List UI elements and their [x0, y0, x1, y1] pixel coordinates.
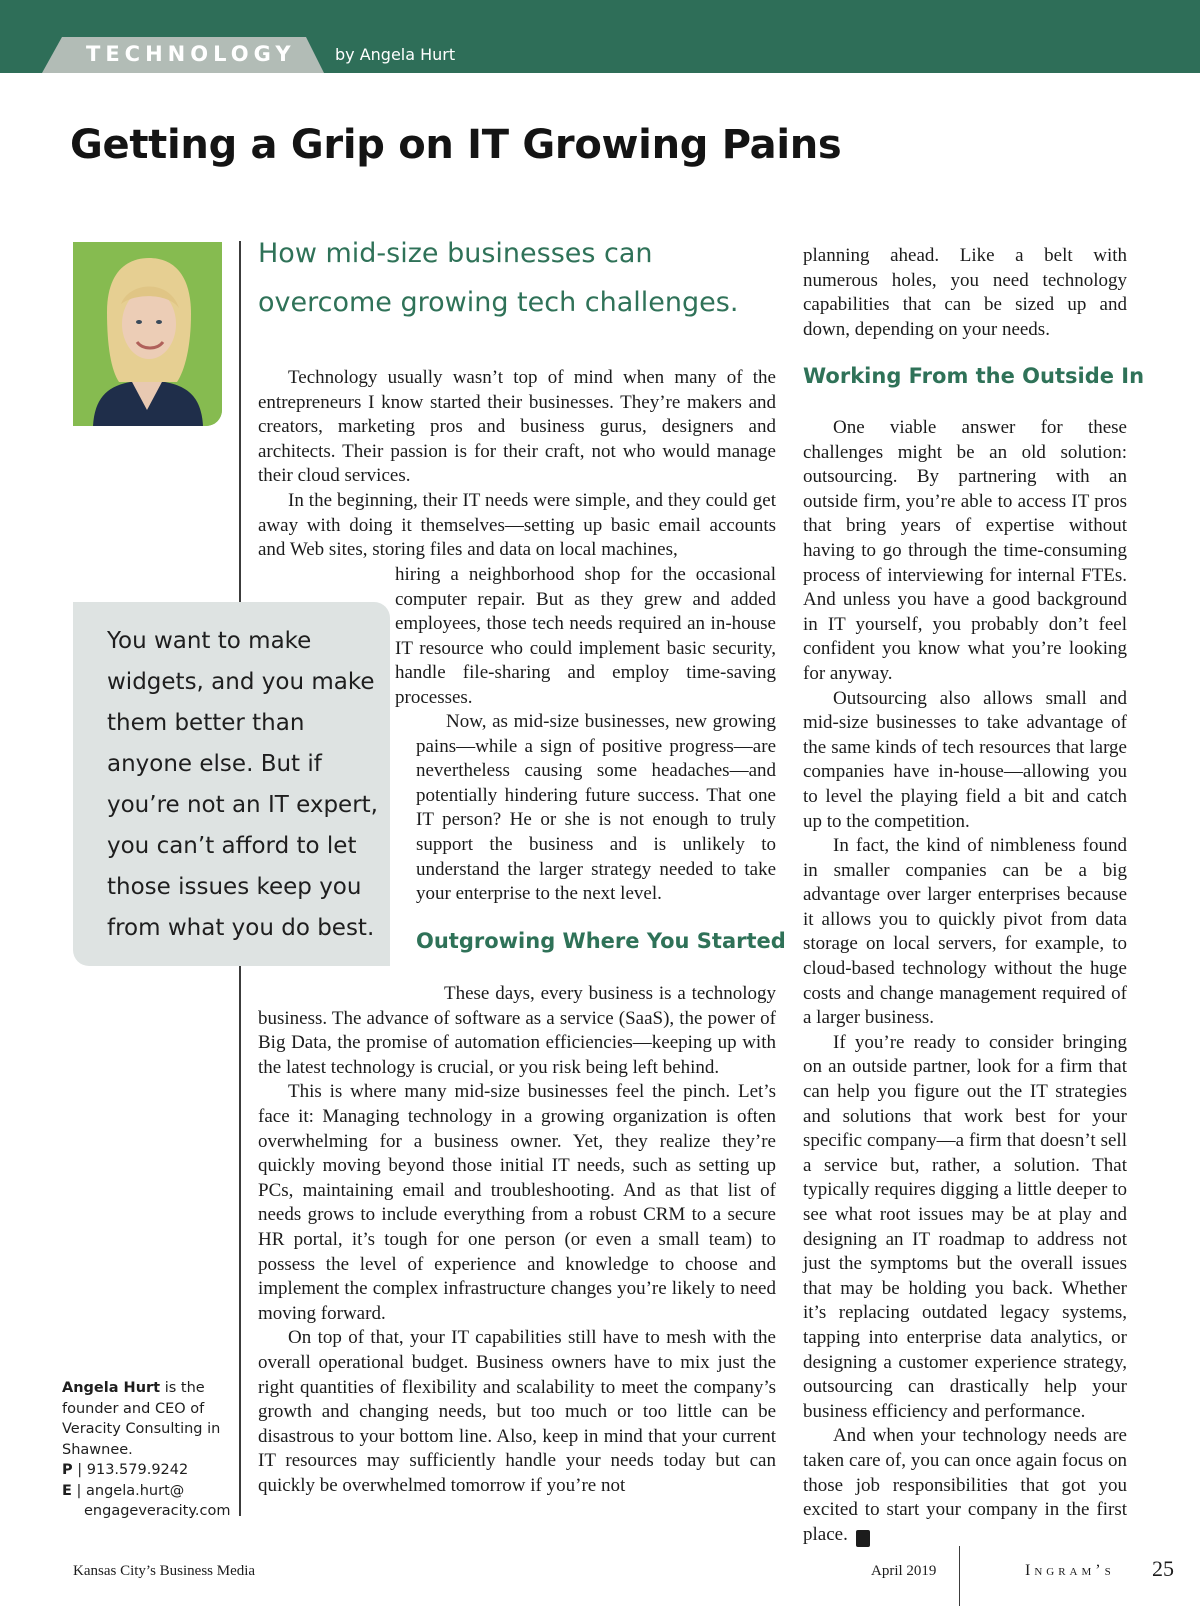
paragraph: Now, as mid-size businesses, new growing pains—while a sign of positive progress—are nevertheless causing some headaches—and potentially hindering future success. That one IT person? He or she is not enough to truly support the business and is unlikely to understand the larger strategy needed to take your enterprise to the next level.: [416, 711, 776, 905]
end-mark-icon: I: [856, 1530, 870, 1547]
paragraph: planning ahead. Like a belt with numerous holes, you need technology capabilities that can be sized up and down, depending on your needs.: [803, 245, 1127, 340]
pullquote-text: You want to make widgets, and you make them better than anyone else. But if you’re not an IT expert, you can’t afford to let those issues keep you from what you do best.: [107, 628, 378, 941]
column-2-body: [803, 416, 1127, 1547]
footer-publisher: Kansas City’s Business Media: [73, 1563, 256, 1579]
article-title: Getting a Grip on IT Growing Pains: [70, 122, 842, 168]
paragraph: On top of that, your IT capabilities still have to mesh with the overall operational budget. Business owners have to mix just the right quantities of flexibility and scalability to meet the company’s growth and changing needs, but too much or too little can be disastrous to your bottom line. Also, keep in mind that your current IT resources may sufficiently handle your needs today but can quickly be overwhelmed tomorrow if you’re not: [258, 1327, 776, 1496]
bio-description: is the founder and CEO of Veracity Consulting in Shawnee.: [62, 1380, 221, 1458]
phone-label: P: [62, 1462, 73, 1478]
closing-text: And when your technology needs are taken care of, you can once again focus on those job responsibilities that got you excited to start your company in the first place.: [803, 1425, 1127, 1545]
author-name: Angela Hurt: [62, 1380, 161, 1396]
footer-magazine: Ingram’s: [1025, 1562, 1115, 1579]
paragraph: If you’re ready to consider bringing on an outside partner, look for a firm that can help you figure out the IT strategies and solutions that work best for your specific company—a firm that doesn’t sell a service but, rather, a solution. That typically requires digging a little deeper to see what root issues may be at play and designing an IT roadmap to address not just the symptoms but the overall issues that may be holding you back. Whether it’s replacing outdated legacy systems, tapping into enterprise data analytics, or designing a customer experience strategy, outsourcing can drastically help your business efficiency and performance.: [803, 1031, 1127, 1422]
phone-number: 913.579.9242: [86, 1462, 189, 1478]
bio-summary: [62, 1378, 234, 1460]
paragraph: In fact, the kind of nimbleness found in smaller companies can be a big advantage over larger enterprises because it allows you to quickly pivot from data storage on local servers, for example, to cloud-based technology without the huge costs and change management required of a larger business.: [803, 835, 1127, 1029]
paragraph: This is where many mid-size businesses feel the pinch. Let’s face it: Managing technology in a growing organization is often overwhelming for a business owner. Yet, they realize they’re quickly moving beyond those initial IT needs, such as setting up PCs, maintaining email and troubleshooting. And as that list of needs grows to include everything from a robust CRM to a secure HR portal, it’s tough for one person (or even a small team) to possess the level of experience and knowledge to choose and implement the complex infrastructure changes you’re likely to need moving forward.: [258, 1081, 776, 1324]
column-2-top: [803, 244, 1127, 342]
column-1-side-b: [416, 710, 776, 907]
paragraph: These days, every business is a technology business. The advance of software as a service (SaaS), the power of Big Data, the promise of automation efficiencies—keeping up with the latest technology is crucial, or you risk being left behind.: [258, 983, 776, 1078]
section-label: TECHNOLOGY: [86, 42, 296, 66]
article-subtitle: How mid-size businesses can overcome growing tech challenges.: [258, 238, 739, 318]
section-heading: Working From the Outside In: [803, 364, 1145, 388]
footer-rule: [959, 1546, 960, 1606]
email-address-part2: engageveracity.com: [84, 1503, 231, 1519]
author-bio: [62, 1378, 234, 1522]
bio-email: E | angela.hurt@: [62, 1482, 185, 1499]
paragraph: Technology usually wasn’t top of mind when many of the entrepreneurs I know started their businesses. They’re makers and creators, marketing pros and business gurus, designers and architects. Their passion is for their craft, not who would manage their cloud services.: [258, 367, 776, 487]
section-heading: Outgrowing Where You Started: [416, 929, 786, 953]
author-portrait-icon: [73, 242, 222, 426]
paragraph: One viable answer for these challenges might be an old solution: outsourcing. By partnering with an outside firm, you’re able to access IT pros that bring years of expertise without having to go through the time-consuming process of interviewing for internal FTEs. And unless you have a good background in IT yourself, you probably don’t feel confident you know what you’re looking for anyway.: [803, 417, 1127, 684]
column-1-bottom: [258, 982, 776, 1498]
email-address-part1: angela.hurt@: [86, 1482, 185, 1499]
page-number: 25: [1152, 1556, 1174, 1581]
column-1-intro: [258, 366, 776, 563]
column-1-side-a: [395, 563, 776, 711]
paragraph: In the beginning, their IT needs were simple, and they could get away with doing it themselves—setting up basic email accounts and Web sites, storing files and data on local machines,: [258, 489, 776, 561]
paragraph: hiring a neighborhood shop for the occasional computer repair. But as they grew and added employees, those tech needs required an in-house IT resource who could implement basic security, handle file-sharing and employ time-saving processes.: [395, 564, 776, 708]
paragraph: Outsourcing also allows small and mid-size businesses to take advantage of the same kinds of tech resources that large companies have in-house—allowing you to level the playing field a bit and catch up to the competition.: [803, 687, 1127, 832]
email-label: E: [62, 1482, 72, 1499]
author-photo: [73, 242, 222, 426]
bio-phone: P | 913.579.9242: [62, 1462, 189, 1478]
paragraph: [803, 1424, 1127, 1547]
byline: by Angela Hurt: [335, 45, 456, 64]
footer-date: April 2019: [871, 1563, 937, 1579]
